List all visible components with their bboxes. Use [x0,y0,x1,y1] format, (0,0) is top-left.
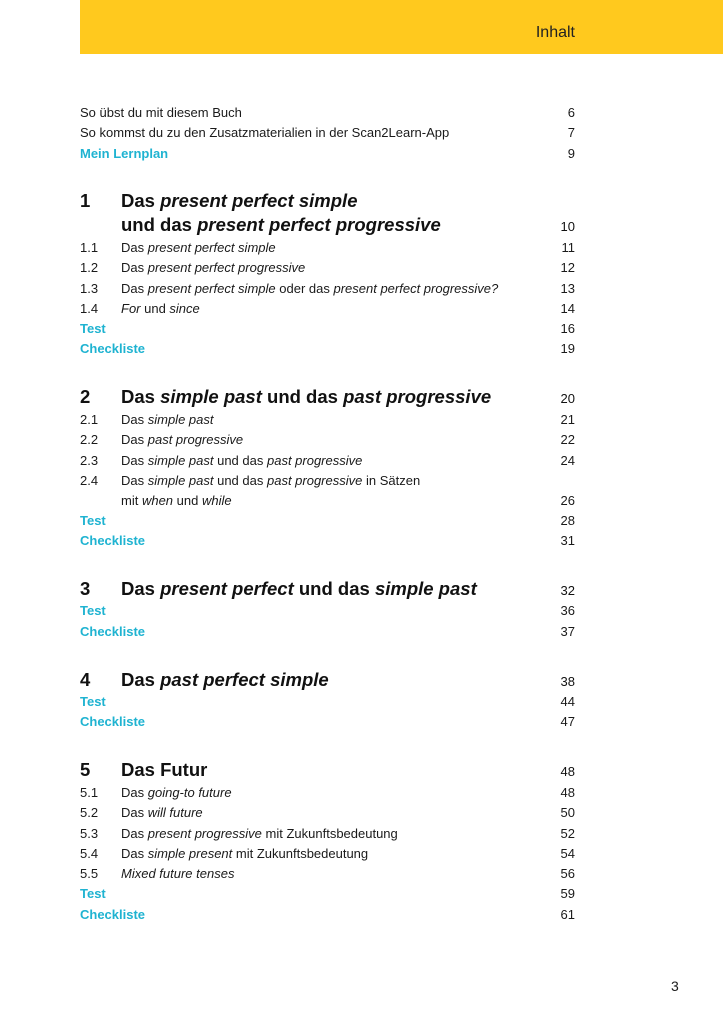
page-number: 3 [671,978,679,994]
section-title: Inhalt [535,24,575,41]
header-banner [80,0,723,54]
